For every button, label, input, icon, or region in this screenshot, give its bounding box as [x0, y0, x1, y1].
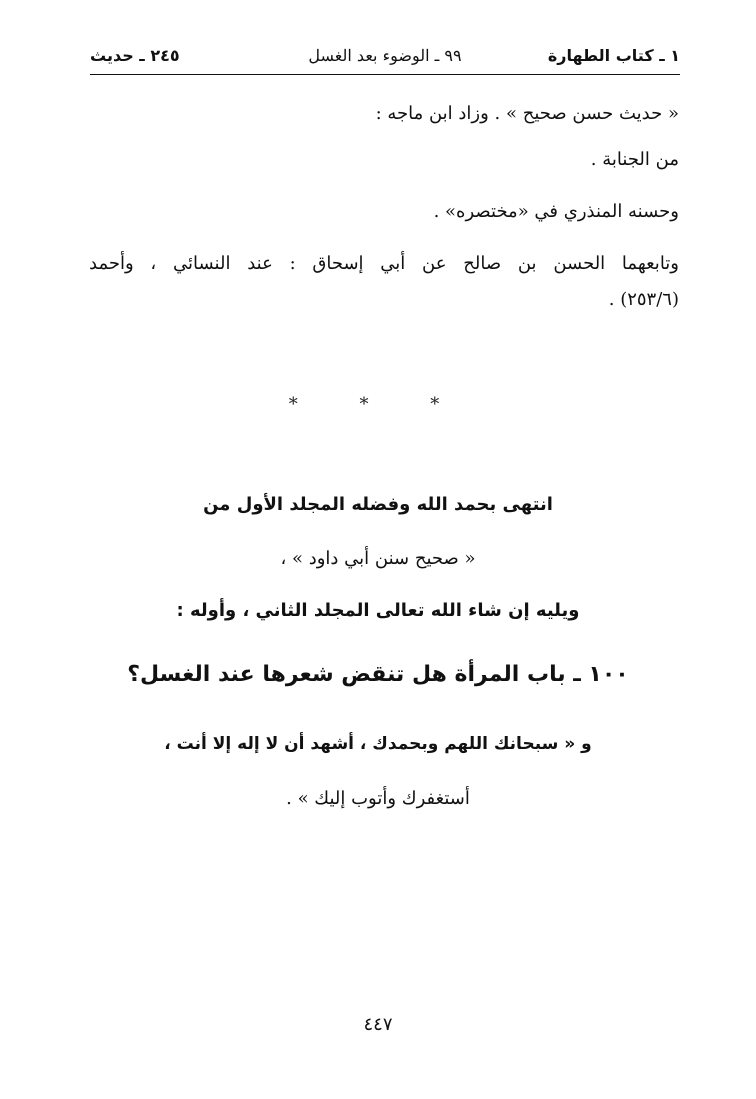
closing-prayer-2: أستغفرك وأتوب إليك » .: [286, 788, 470, 809]
closing-line-3: ويليه إن شاء الله تعالى المجلد الثاني ، وأوله :: [176, 600, 580, 621]
next-chapter-heading: ١٠٠ ـ باب المرأة هل تنقض شعرها عند الغسل؟: [127, 662, 629, 687]
closing-line-1: انتهى بحمد الله وفضله المجلد الأول من: [203, 494, 553, 515]
page-number: ٤٤٧: [363, 1014, 393, 1035]
closing-book-title: « صحيح سنن أبي داود » ،: [280, 548, 476, 569]
body-line-2: من الجنابة .: [590, 149, 679, 170]
body-line-5: (٢٥٣/٦) .: [608, 289, 679, 310]
body-line-4: وتابعهما الحسن بن صالح عن أبي إسحاق : عند النسائي ، وأحمد: [89, 253, 679, 274]
section-separator: * * *: [288, 394, 468, 415]
body-line-1: « حديث حسن صحيح » . وزاد ابن ماجه :: [375, 103, 679, 124]
closing-prayer-1: و « سبحانك اللهم وبحمدك ، أشهد أن لا إله إلا أنت ،: [164, 734, 592, 754]
section-title: ٩٩ ـ الوضوء بعد الغسل: [308, 46, 462, 65]
body-line-3: وحسنه المنذري في «مختصره» .: [433, 201, 679, 222]
book-chapter-title: ١ ـ كتاب الطهارة: [547, 46, 680, 65]
page-header: [90, 40, 680, 75]
hadith-number: ٢٤٥ ـ حديث: [90, 46, 180, 65]
